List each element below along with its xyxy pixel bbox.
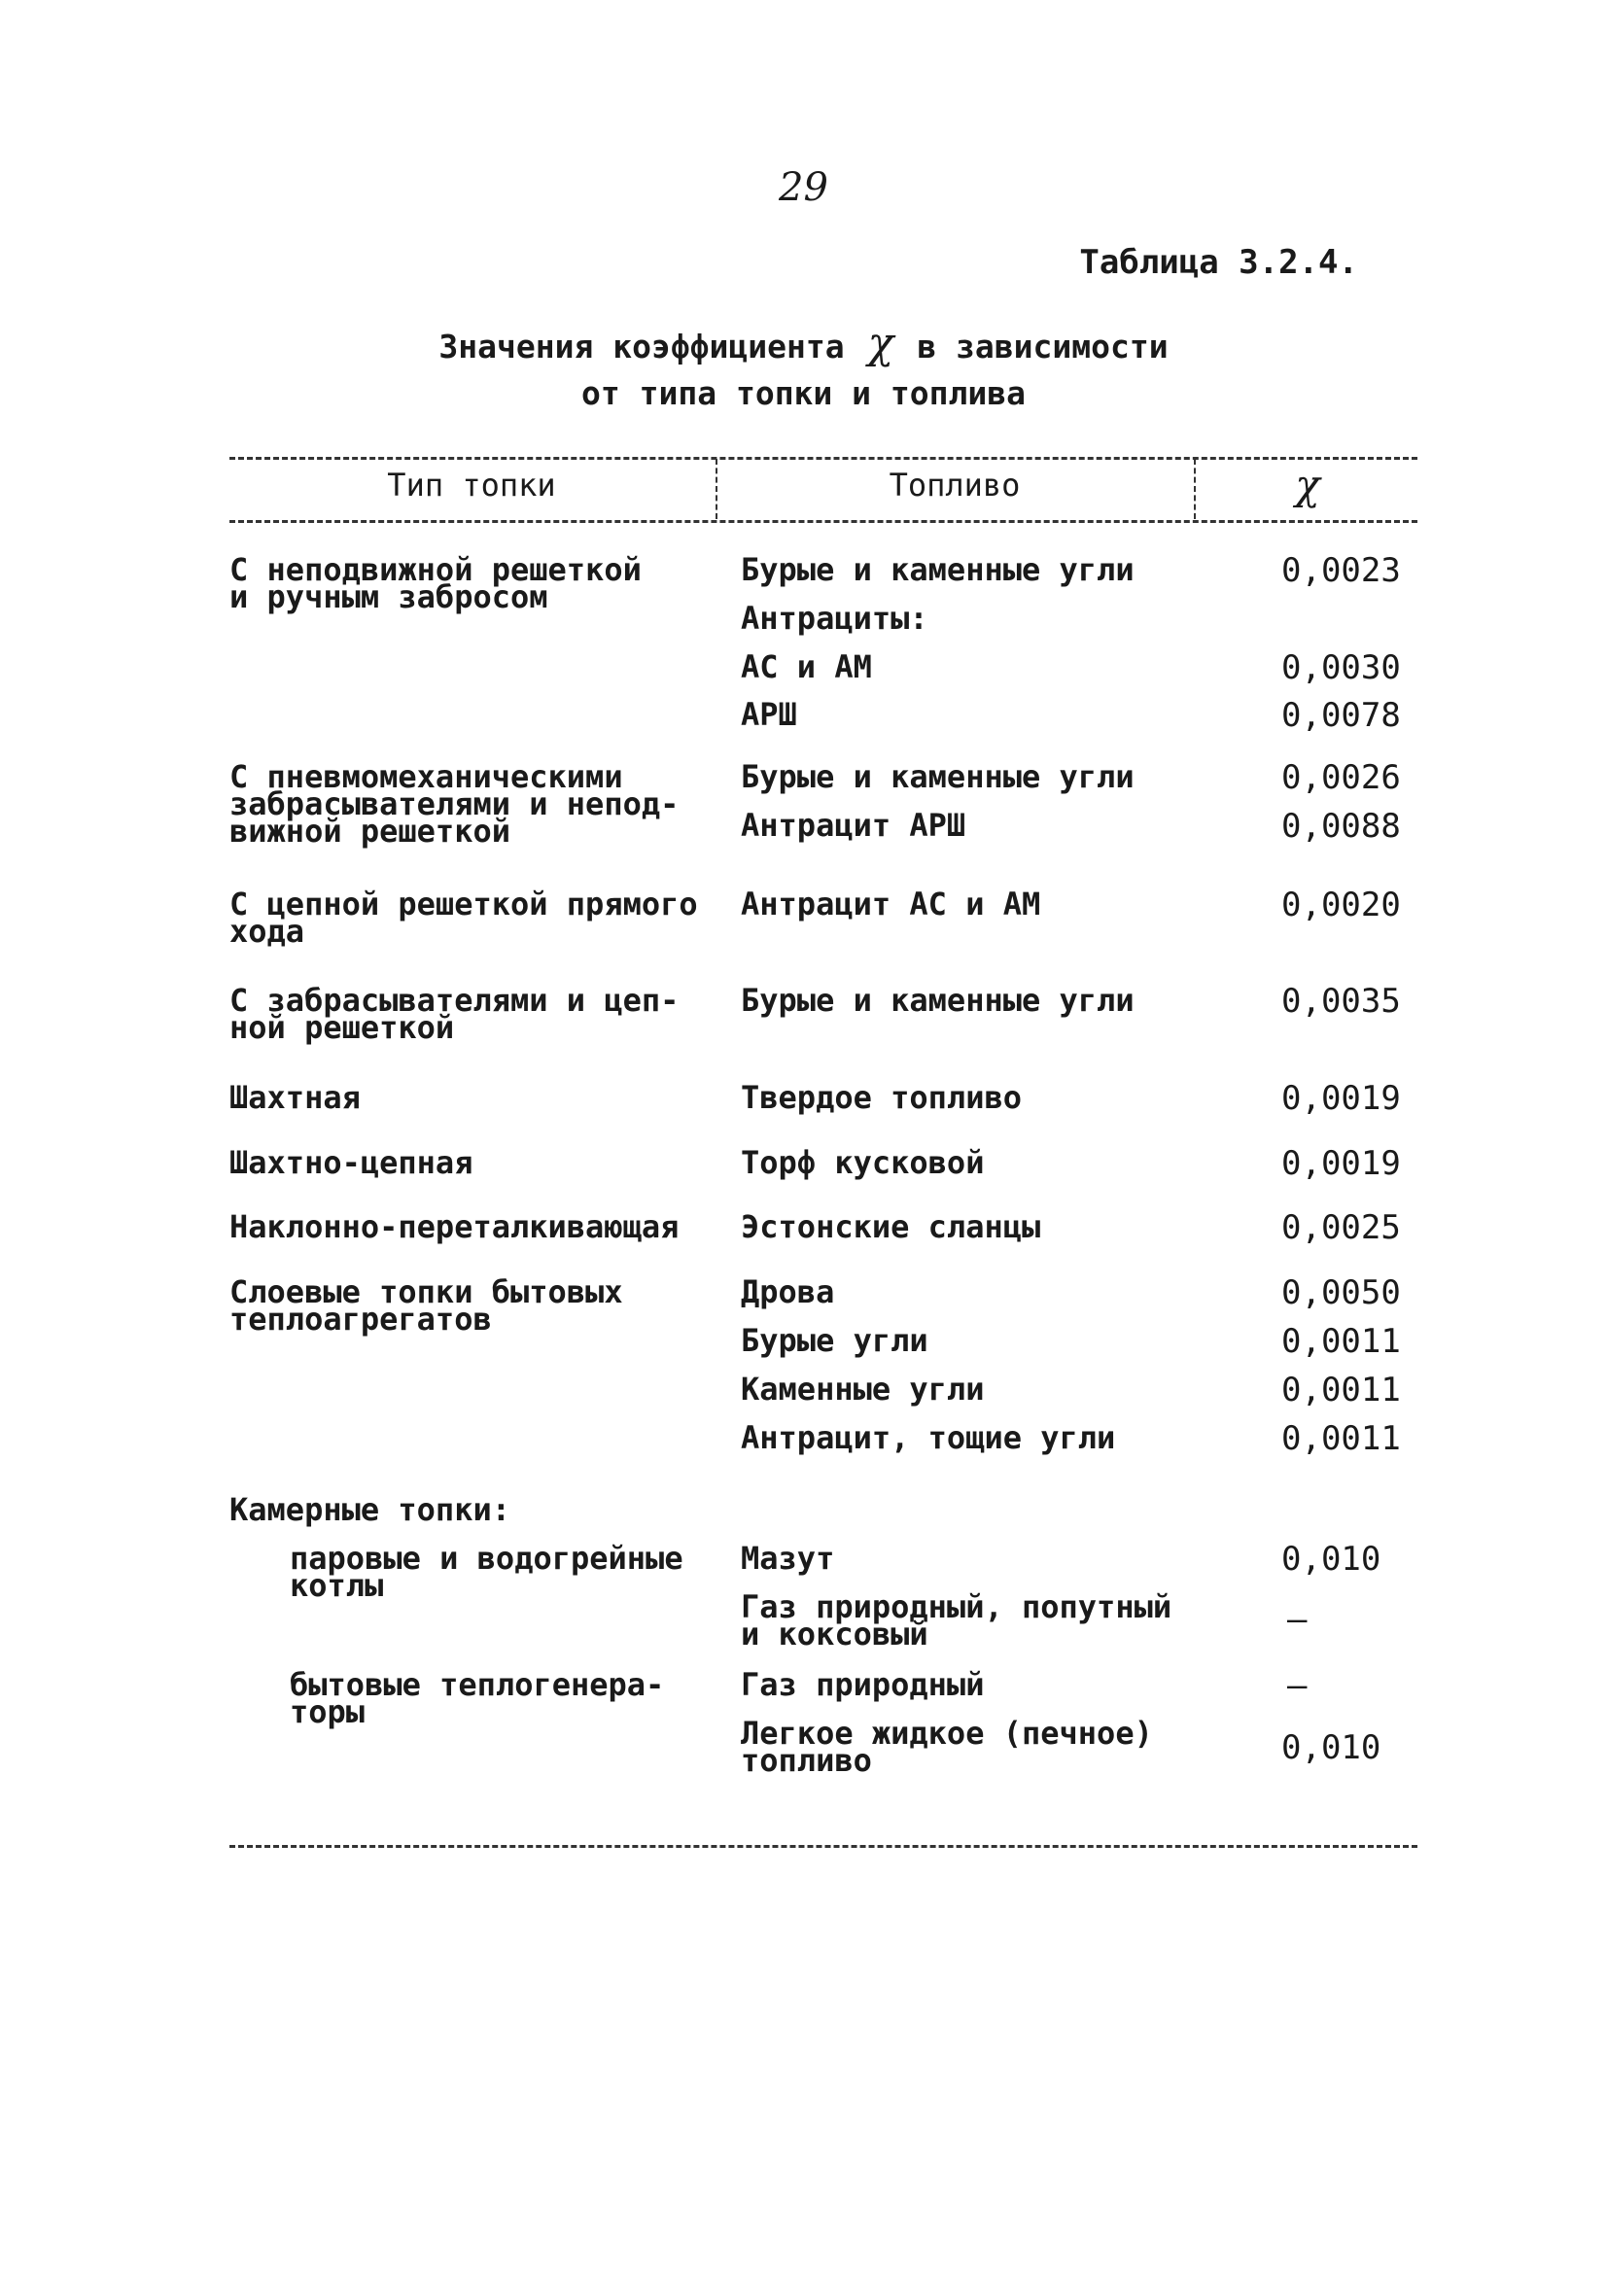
fuel-text: Бурые и каменные угли <box>741 551 1135 588</box>
header-separator-1 <box>716 459 717 519</box>
fuel-text: Легкое жидкое (печное) <box>741 1715 1153 1752</box>
table-bottom-rule <box>229 1845 1417 1848</box>
furnace-type-text: котлы <box>290 1567 384 1604</box>
coefficient-value: 0,010 <box>1281 1540 1381 1579</box>
caption-line-1 <box>0 321 1607 370</box>
fuel-text: Эстонские сланцы <box>741 1208 1041 1245</box>
coefficient-value: 0,0023 <box>1281 551 1401 590</box>
furnace-type-text: С цепной решеткой прямого <box>229 886 698 922</box>
table-caption <box>0 321 1607 417</box>
fuel-text: Дрова <box>741 1273 835 1310</box>
fuel-text: Бурые и каменные угли <box>741 982 1135 1019</box>
coefficient-value: 0,0025 <box>1281 1208 1401 1247</box>
furnace-type-text: С пневмомеханическими <box>229 758 623 795</box>
furnace-type-text: Слоевые топки бытовых <box>229 1273 623 1310</box>
furnace-type-text: С забрасывателями и цеп- <box>229 982 680 1019</box>
chi-symbol: χ <box>867 319 894 368</box>
coefficient-value: 0,0019 <box>1281 1079 1401 1118</box>
furnace-type-text: Шахтно-цепная <box>229 1144 473 1181</box>
table-top-rule <box>229 457 1417 460</box>
furnace-type-text: Камерные топки: <box>229 1491 510 1528</box>
coefficient-value: 0,0035 <box>1281 982 1401 1021</box>
caption-text-before: Значения коэффициента <box>438 328 845 365</box>
furnace-type-text: и ручным забросом <box>229 578 548 615</box>
table-label: Таблица 3.2.4. <box>1079 243 1358 282</box>
coefficient-value: – <box>1287 1666 1308 1705</box>
header-coef: χ <box>1295 461 1320 508</box>
coefficient-value: 0,010 <box>1281 1728 1381 1767</box>
coefficient-value: 0,0030 <box>1281 648 1401 687</box>
fuel-text: АС и АМ <box>741 648 872 685</box>
fuel-text: Газ природный, попутный <box>741 1588 1172 1625</box>
fuel-text: Бурые угли <box>741 1322 928 1359</box>
fuel-text: Антрацит, тощие угли <box>741 1419 1116 1456</box>
header-fuel: Топливо <box>889 467 1021 504</box>
fuel-text: и коксовый <box>741 1616 928 1652</box>
coefficient-value: 0,0050 <box>1281 1273 1401 1312</box>
furnace-type-text: забрасывателями и непод- <box>229 785 680 822</box>
fuel-text: Антрацит АРШ <box>741 807 966 844</box>
fuel-text: Бурые и каменные угли <box>741 758 1135 795</box>
fuel-text: Твердое топливо <box>741 1079 1022 1116</box>
coefficient-value: 0,0011 <box>1281 1371 1401 1409</box>
furnace-type-text: хода <box>229 913 305 950</box>
fuel-text: топливо <box>741 1742 872 1779</box>
header-separator-2 <box>1194 459 1196 519</box>
caption-text-after: в зависимости <box>917 328 1169 365</box>
coefficient-value: 0,0020 <box>1281 886 1401 924</box>
furnace-type-text: вижной решеткой <box>229 813 510 850</box>
furnace-type-text: бытовые теплогенера- <box>290 1666 665 1703</box>
coefficient-value: 0,0026 <box>1281 758 1401 797</box>
furnace-type-text: паровые и водогрейные <box>290 1540 683 1577</box>
furnace-type-text: С неподвижной решеткой <box>229 551 642 588</box>
fuel-text: Мазут <box>741 1540 835 1577</box>
furnace-type-text: Шахтная <box>229 1079 361 1116</box>
header-type: Тип топки <box>387 467 556 504</box>
caption-line-2: от типа топки и топлива <box>581 374 1026 412</box>
page-number: 29 <box>779 165 828 210</box>
fuel-text: Газ природный <box>741 1666 985 1703</box>
coefficient-value: 0,0019 <box>1281 1144 1401 1183</box>
fuel-text: Торф кусковой <box>741 1144 985 1181</box>
coefficient-value: 0,0078 <box>1281 696 1401 735</box>
fuel-text: Каменные угли <box>741 1371 985 1408</box>
header-bottom-rule <box>229 520 1417 523</box>
furnace-type-text: ной решеткой <box>229 1009 455 1046</box>
furnace-type-text: теплоагрегатов <box>229 1301 492 1338</box>
fuel-text: АРШ <box>741 696 797 733</box>
fuel-text: Антрациты: <box>741 600 928 637</box>
furnace-type-text: торы <box>290 1693 366 1730</box>
furnace-type-text: Наклонно-переталкивающая <box>229 1208 680 1245</box>
coefficient-value: 0,0011 <box>1281 1322 1401 1361</box>
coefficient-value: 0,0011 <box>1281 1419 1401 1458</box>
fuel-text: Антрацит АС и АМ <box>741 886 1041 922</box>
coefficient-value: – <box>1287 1600 1308 1639</box>
coefficient-value: 0,0088 <box>1281 807 1401 846</box>
